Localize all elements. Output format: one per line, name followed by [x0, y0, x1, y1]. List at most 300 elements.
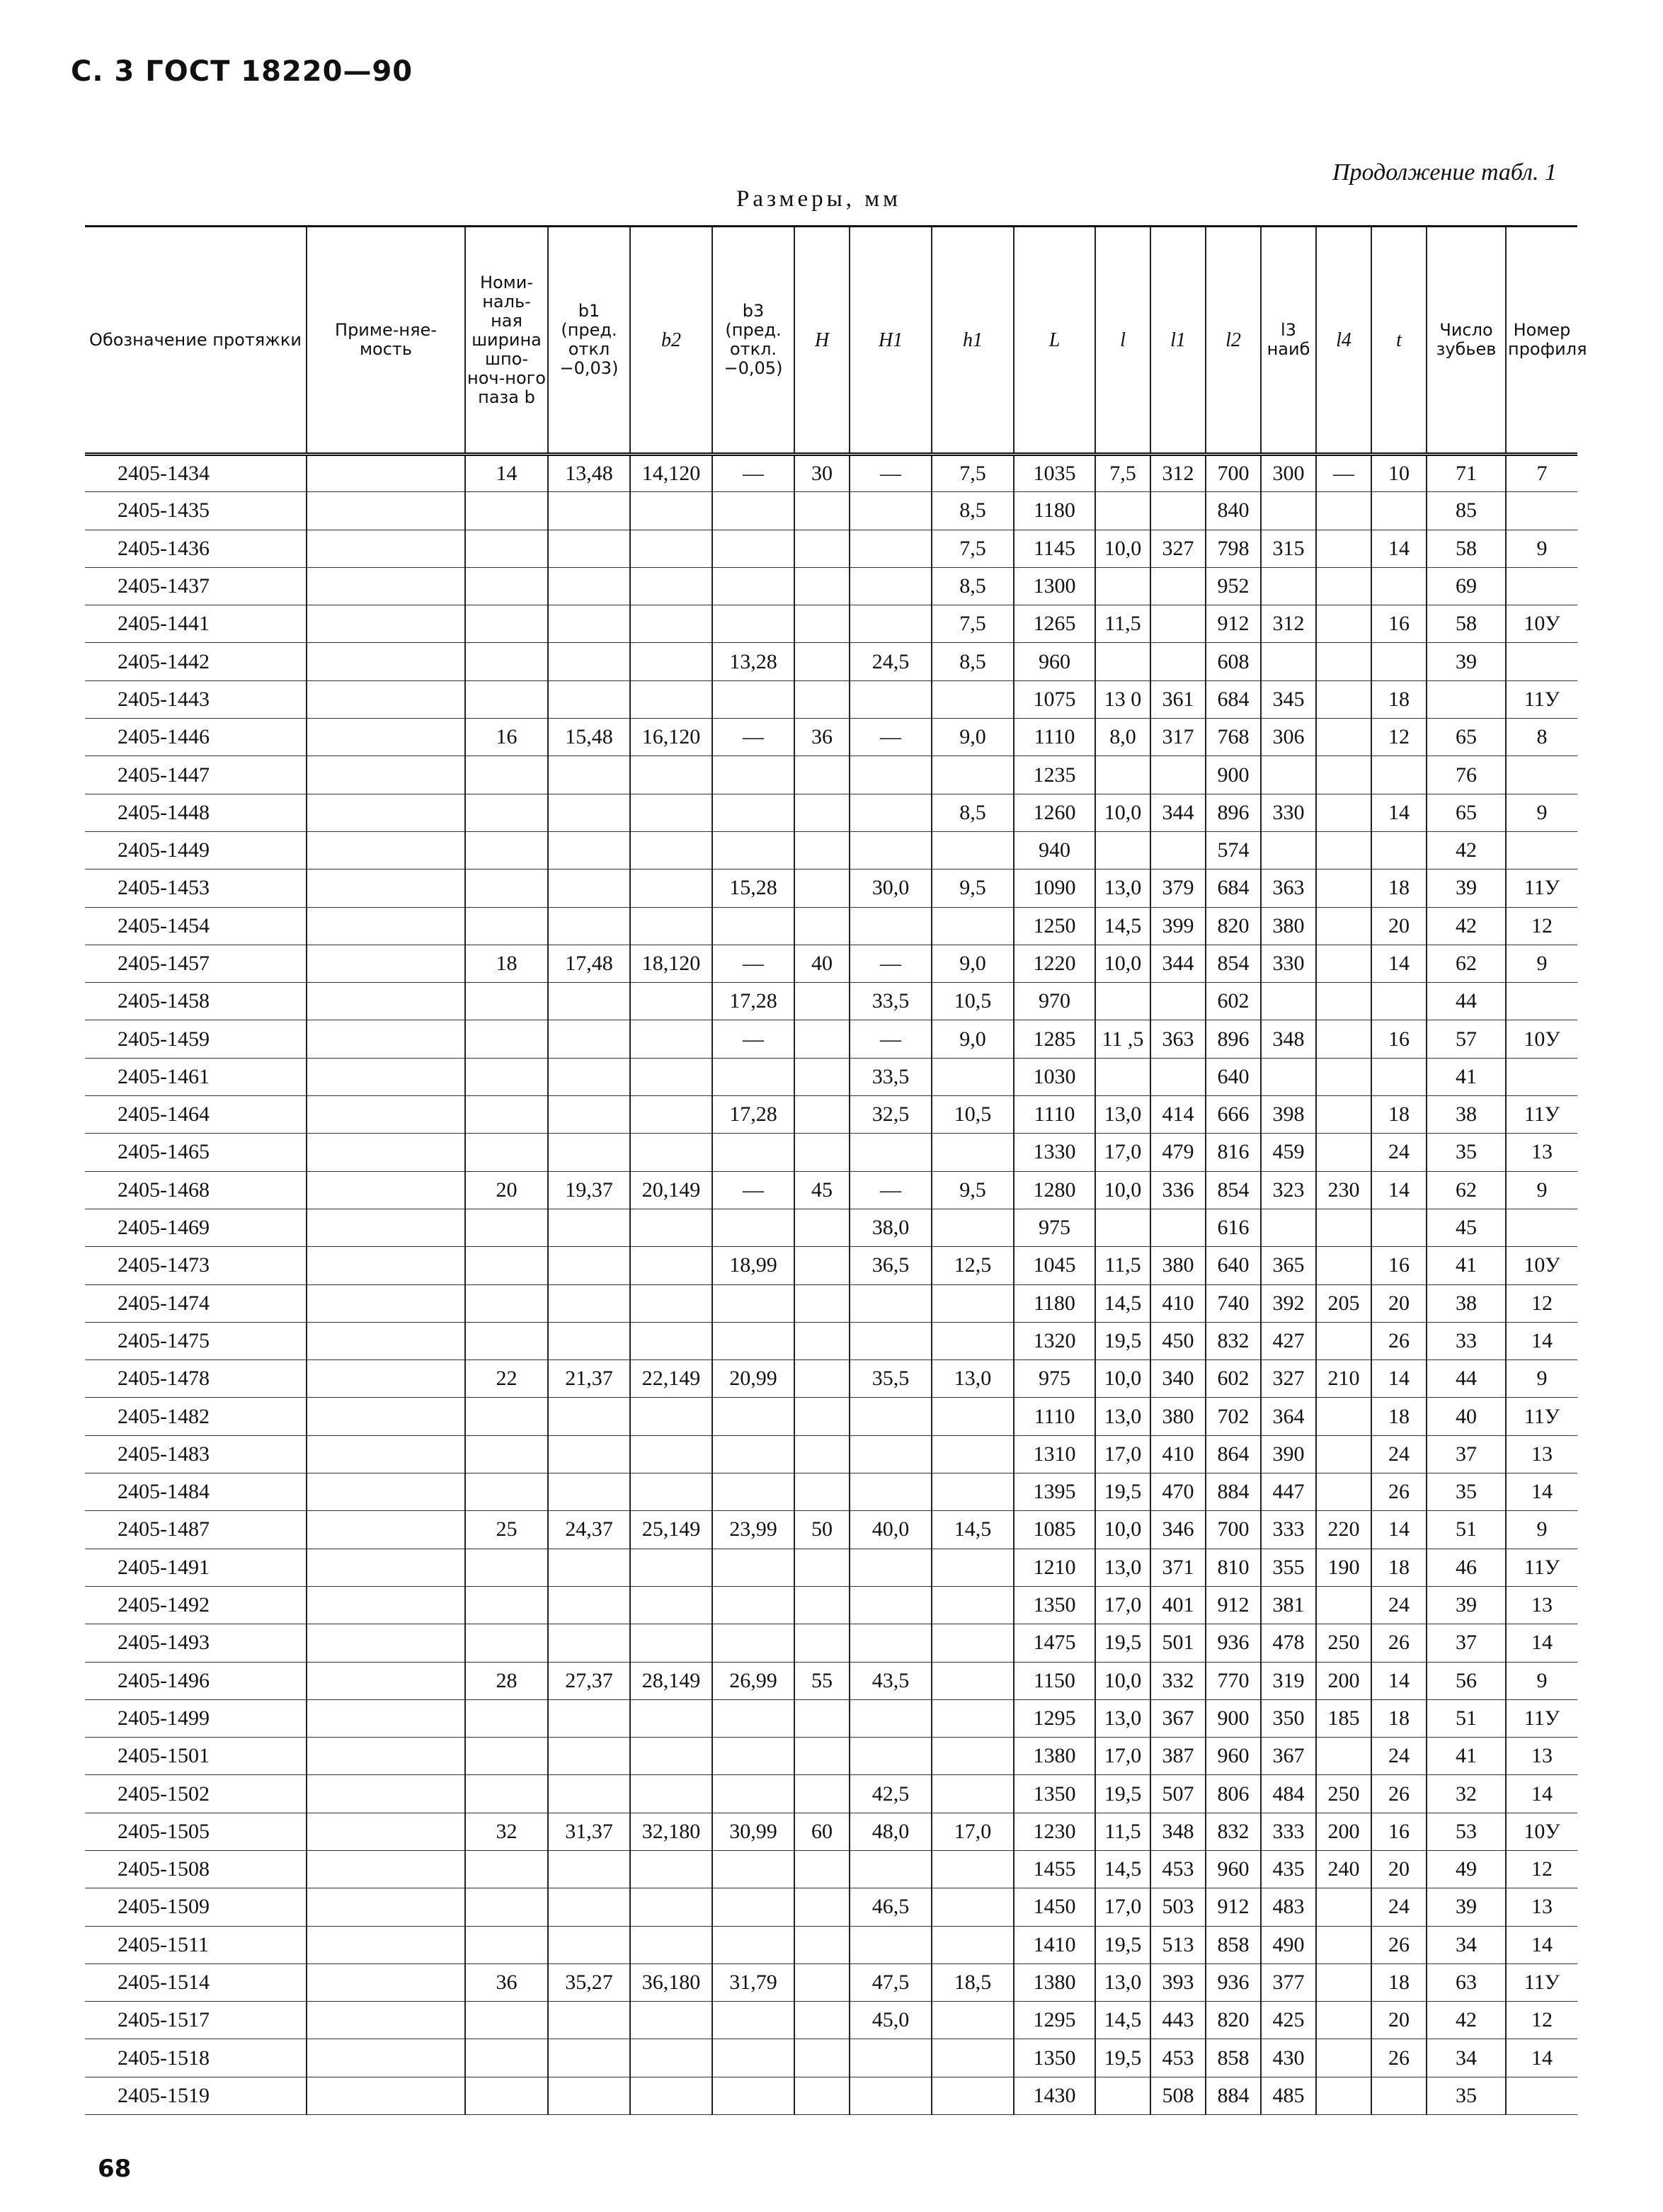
cell-l4 — [1316, 1247, 1371, 1284]
cell-b1: 17,48 — [548, 945, 630, 982]
cell-app — [307, 1888, 465, 1926]
header-b2: b2 — [630, 227, 712, 455]
table-row — [85, 530, 1577, 567]
cell-l3: 381 — [1261, 1586, 1316, 1624]
cell-code: 2405-1446 — [85, 719, 307, 756]
cell-code: 2405-1482 — [85, 1398, 307, 1435]
cell-z: 49 — [1427, 1850, 1506, 1888]
cell-H1: 47,5 — [850, 1963, 932, 2001]
cell-b2 — [630, 831, 712, 869]
cell-l3: 485 — [1261, 2077, 1316, 2114]
cell-h1: 8,5 — [932, 794, 1014, 831]
cell-app — [307, 1511, 465, 1549]
cell-H — [794, 1926, 850, 1963]
cell-l: 19,5 — [1095, 2039, 1150, 2077]
cell-h1: 17,0 — [932, 1813, 1014, 1850]
cell-l4 — [1316, 1398, 1371, 1435]
cell-l4 — [1316, 1209, 1371, 1246]
cell-l: 19,5 — [1095, 1926, 1150, 1963]
cell-app — [307, 1171, 465, 1209]
cell-h1: 7,5 — [932, 455, 1014, 492]
cell-L: 1395 — [1014, 1473, 1095, 1511]
table-row — [85, 1096, 1577, 1134]
table-row — [85, 1549, 1577, 1586]
cell-L: 1450 — [1014, 1888, 1095, 1926]
cell-l1 — [1150, 983, 1206, 1020]
cell-z: 58 — [1427, 530, 1506, 567]
cell-b1: 27,37 — [548, 1662, 630, 1699]
cell-t: 24 — [1371, 1888, 1427, 1926]
cell-l: 14,5 — [1095, 1284, 1150, 1322]
cell-l1: 327 — [1150, 530, 1206, 567]
cell-b — [465, 1888, 548, 1926]
table-row — [85, 1511, 1577, 1549]
cell-l2: 912 — [1206, 1888, 1261, 1926]
cell-l2: 602 — [1206, 1360, 1261, 1398]
cell-b2 — [630, 1926, 712, 1963]
cell-L: 1220 — [1014, 945, 1095, 982]
cell-b — [465, 1398, 548, 1435]
cell-l3: 435 — [1261, 1850, 1316, 1888]
cell-z: 58 — [1427, 605, 1506, 643]
cell-b1 — [548, 907, 630, 945]
cell-code: 2405-1447 — [85, 756, 307, 794]
cell-l: 17,0 — [1095, 1435, 1150, 1473]
cell-H: 50 — [794, 1511, 850, 1549]
cell-l1: 479 — [1150, 1134, 1206, 1171]
cell-H1 — [850, 1586, 932, 1624]
cell-h1 — [932, 831, 1014, 869]
cell-b1 — [548, 680, 630, 718]
cell-b1 — [548, 567, 630, 605]
cell-t: 24 — [1371, 1435, 1427, 1473]
cell-l3: 392 — [1261, 1284, 1316, 1322]
cell-l3 — [1261, 983, 1316, 1020]
cell-l2: 900 — [1206, 1699, 1261, 1737]
cell-H — [794, 1586, 850, 1624]
cell-t: 26 — [1371, 2039, 1427, 2077]
cell-h1: 7,5 — [932, 605, 1014, 643]
cell-L: 1350 — [1014, 1775, 1095, 1813]
cell-H1: — — [850, 1171, 932, 1209]
cell-b3 — [712, 492, 794, 530]
cell-l4: 250 — [1316, 1624, 1371, 1662]
table-row — [85, 1888, 1577, 1926]
cell-l1 — [1150, 643, 1206, 680]
cell-L: 975 — [1014, 1209, 1095, 1246]
cell-h1 — [932, 2077, 1014, 2114]
cell-b — [465, 605, 548, 643]
cell-H: 40 — [794, 945, 850, 982]
cell-p: 11У — [1506, 1963, 1577, 2001]
cell-L: 1260 — [1014, 794, 1095, 831]
cell-H1 — [850, 1699, 932, 1737]
cell-l4: 190 — [1316, 1549, 1371, 1586]
cell-b — [465, 1020, 548, 1058]
cell-H — [794, 2039, 850, 2077]
cell-l: 11,5 — [1095, 1247, 1150, 1284]
cell-l4 — [1316, 1134, 1371, 1171]
cell-l3 — [1261, 831, 1316, 869]
cell-p: 11У — [1506, 680, 1577, 718]
cell-t: 14 — [1371, 530, 1427, 567]
cell-t: 14 — [1371, 1662, 1427, 1699]
cell-p: 14 — [1506, 1775, 1577, 1813]
cell-l3: 398 — [1261, 1096, 1316, 1134]
cell-b3: — — [712, 945, 794, 982]
cell-l: 17,0 — [1095, 1738, 1150, 1775]
cell-b: 28 — [465, 1662, 548, 1699]
cell-l3 — [1261, 1058, 1316, 1095]
cell-L: 1455 — [1014, 1850, 1095, 1888]
cell-code: 2405-1453 — [85, 870, 307, 907]
cell-app — [307, 1738, 465, 1775]
cell-H1: 32,5 — [850, 1096, 932, 1134]
cell-l4 — [1316, 2002, 1371, 2039]
cell-l: 13,0 — [1095, 1549, 1150, 1586]
cell-z: 42 — [1427, 831, 1506, 869]
cell-l3: 367 — [1261, 1738, 1316, 1775]
cell-p: 9 — [1506, 794, 1577, 831]
cell-b1 — [548, 2077, 630, 2114]
cell-l: 10,0 — [1095, 794, 1150, 831]
cell-b1 — [548, 1284, 630, 1322]
cell-b2 — [630, 1775, 712, 1813]
cell-L: 1380 — [1014, 1963, 1095, 2001]
page-header: С. 3 ГОСТ 18220—90 — [71, 55, 413, 88]
header-b: Номи-наль-ная ширина шпо-ноч-ного паза b — [465, 227, 548, 455]
cell-H1 — [850, 907, 932, 945]
cell-l4 — [1316, 605, 1371, 643]
cell-z: 71 — [1427, 455, 1506, 492]
cell-b1 — [548, 1058, 630, 1095]
cell-H1: 43,5 — [850, 1662, 932, 1699]
cell-code: 2405-1458 — [85, 983, 307, 1020]
cell-l2: 896 — [1206, 1020, 1261, 1058]
cell-b3 — [712, 1624, 794, 1662]
cell-l4: 200 — [1316, 1813, 1371, 1850]
table-row — [85, 1850, 1577, 1888]
cell-l3: 306 — [1261, 719, 1316, 756]
cell-b2 — [630, 530, 712, 567]
cell-l: 10,0 — [1095, 1662, 1150, 1699]
cell-l1: 401 — [1150, 1586, 1206, 1624]
cell-h1 — [932, 1586, 1014, 1624]
cell-p: 10У — [1506, 605, 1577, 643]
cell-H: 30 — [794, 455, 850, 492]
cell-app — [307, 907, 465, 945]
cell-b — [465, 1775, 548, 1813]
cell-b1: 15,48 — [548, 719, 630, 756]
cell-L: 1310 — [1014, 1435, 1095, 1473]
cell-t: 16 — [1371, 1020, 1427, 1058]
cell-l2: 810 — [1206, 1549, 1261, 1586]
cell-b2 — [630, 605, 712, 643]
cell-b2 — [630, 1888, 712, 1926]
header-b3: b3 (пред. откл. −0,05) — [712, 227, 794, 455]
cell-l3: 312 — [1261, 605, 1316, 643]
cell-H1 — [850, 2039, 932, 2077]
cell-t: 18 — [1371, 1398, 1427, 1435]
cell-l3 — [1261, 756, 1316, 794]
cell-H — [794, 2002, 850, 2039]
cell-b3 — [712, 1699, 794, 1737]
cell-code: 2405-1473 — [85, 1247, 307, 1284]
cell-code: 2405-1517 — [85, 2002, 307, 2039]
cell-H: 45 — [794, 1171, 850, 1209]
cell-l — [1095, 2077, 1150, 2114]
cell-app — [307, 605, 465, 643]
cell-l4 — [1316, 1586, 1371, 1624]
cell-L: 1030 — [1014, 1058, 1095, 1095]
cell-t: 16 — [1371, 1813, 1427, 1850]
cell-p: 14 — [1506, 1473, 1577, 1511]
cell-l2: 770 — [1206, 1662, 1261, 1699]
cell-b2 — [630, 1586, 712, 1624]
cell-h1 — [932, 680, 1014, 718]
cell-l1: 336 — [1150, 1171, 1206, 1209]
cell-l3: 365 — [1261, 1247, 1316, 1284]
cell-h1 — [932, 1134, 1014, 1171]
cell-t: 24 — [1371, 1134, 1427, 1171]
cell-H — [794, 1549, 850, 1586]
cell-H1 — [850, 605, 932, 643]
cell-H — [794, 983, 850, 1020]
cell-code: 2405-1448 — [85, 794, 307, 831]
cell-l3: 345 — [1261, 680, 1316, 718]
cell-t: 18 — [1371, 680, 1427, 718]
table-row — [85, 1738, 1577, 1775]
cell-p — [1506, 1058, 1577, 1095]
table-row — [85, 605, 1577, 643]
cell-H — [794, 1963, 850, 2001]
cell-b — [465, 2002, 548, 2039]
cell-b3: 15,28 — [712, 870, 794, 907]
cell-l4: — — [1316, 455, 1371, 492]
cell-h1 — [932, 1322, 1014, 1359]
cell-b2 — [630, 1624, 712, 1662]
cell-H — [794, 1020, 850, 1058]
cell-code: 2405-1509 — [85, 1888, 307, 1926]
cell-l: 7,5 — [1095, 455, 1150, 492]
cell-app — [307, 1020, 465, 1058]
cell-code: 2405-1493 — [85, 1624, 307, 1662]
cell-H — [794, 907, 850, 945]
cell-code: 2405-1436 — [85, 530, 307, 567]
cell-b1 — [548, 605, 630, 643]
cell-b — [465, 643, 548, 680]
cell-l1 — [1150, 756, 1206, 794]
cell-h1 — [932, 1549, 1014, 1586]
cell-h1: 14,5 — [932, 1511, 1014, 1549]
cell-b — [465, 1473, 548, 1511]
cell-p: 14 — [1506, 1926, 1577, 1963]
cell-b3 — [712, 1435, 794, 1473]
cell-app — [307, 1209, 465, 1246]
cell-l2: 854 — [1206, 945, 1261, 982]
cell-H1 — [850, 1284, 932, 1322]
cell-H — [794, 1850, 850, 1888]
cell-h1 — [932, 1058, 1014, 1095]
cell-l3 — [1261, 1209, 1316, 1246]
cell-l: 13,0 — [1095, 1398, 1150, 1435]
cell-b1: 35,27 — [548, 1963, 630, 2001]
cell-l3: 377 — [1261, 1963, 1316, 2001]
cell-z: 46 — [1427, 1549, 1506, 1586]
cell-code: 2405-1487 — [85, 1511, 307, 1549]
cell-l — [1095, 756, 1150, 794]
cell-app — [307, 1284, 465, 1322]
cell-code: 2405-1508 — [85, 1850, 307, 1888]
cell-b1 — [548, 756, 630, 794]
cell-l4: 200 — [1316, 1662, 1371, 1699]
cell-l: 10,0 — [1095, 1171, 1150, 1209]
cell-app — [307, 1624, 465, 1662]
cell-L: 1285 — [1014, 1020, 1095, 1058]
cell-code: 2405-1478 — [85, 1360, 307, 1398]
cell-H1: — — [850, 1020, 932, 1058]
cell-b3: 17,28 — [712, 983, 794, 1020]
cell-app — [307, 643, 465, 680]
cell-l: 17,0 — [1095, 1586, 1150, 1624]
cell-H1 — [850, 1738, 932, 1775]
cell-l2: 684 — [1206, 870, 1261, 907]
cell-H1: 33,5 — [850, 983, 932, 1020]
table-row — [85, 945, 1577, 982]
cell-b2 — [630, 2002, 712, 2039]
table-row — [85, 1586, 1577, 1624]
cell-l4 — [1316, 643, 1371, 680]
cell-l4: 220 — [1316, 1511, 1371, 1549]
cell-b2 — [630, 1322, 712, 1359]
cell-p: 13 — [1506, 1888, 1577, 1926]
cell-code: 2405-1491 — [85, 1549, 307, 1586]
cell-L: 1110 — [1014, 1398, 1095, 1435]
cell-L: 1045 — [1014, 1247, 1095, 1284]
cell-l3: 364 — [1261, 1398, 1316, 1435]
table-row — [85, 1284, 1577, 1322]
cell-code: 2405-1437 — [85, 567, 307, 605]
cell-b3: — — [712, 455, 794, 492]
cell-l: 10,0 — [1095, 945, 1150, 982]
cell-l: 13,0 — [1095, 1963, 1150, 2001]
cell-L: 1035 — [1014, 455, 1095, 492]
cell-b — [465, 2077, 548, 2114]
cell-H — [794, 492, 850, 530]
cell-b1: 24,37 — [548, 1511, 630, 1549]
cell-l4 — [1316, 983, 1371, 1020]
cell-H — [794, 1096, 850, 1134]
cell-t — [1371, 567, 1427, 605]
cell-t — [1371, 492, 1427, 530]
cell-l1: 503 — [1150, 1888, 1206, 1926]
cell-b — [465, 1850, 548, 1888]
cell-b1: 19,37 — [548, 1171, 630, 1209]
cell-H — [794, 2077, 850, 2114]
cell-l4 — [1316, 1058, 1371, 1095]
cell-b2: 28,149 — [630, 1662, 712, 1699]
cell-L: 1085 — [1014, 1511, 1095, 1549]
cell-z: 62 — [1427, 1171, 1506, 1209]
cell-l2: 608 — [1206, 643, 1261, 680]
cell-H — [794, 1624, 850, 1662]
cell-l4 — [1316, 945, 1371, 982]
cell-b2 — [630, 756, 712, 794]
cell-l3: 330 — [1261, 794, 1316, 831]
cell-H — [794, 1058, 850, 1095]
cell-H1: 30,0 — [850, 870, 932, 907]
cell-z: 34 — [1427, 1926, 1506, 1963]
cell-b2 — [630, 1738, 712, 1775]
cell-p — [1506, 831, 1577, 869]
cell-l: 8,0 — [1095, 719, 1150, 756]
cell-code: 2405-1441 — [85, 605, 307, 643]
cell-l4 — [1316, 831, 1371, 869]
cell-b2 — [630, 567, 712, 605]
cell-H1 — [850, 2077, 932, 2114]
header-H1: H1 — [850, 227, 932, 455]
cell-H: 55 — [794, 1662, 850, 1699]
cell-p: 13 — [1506, 1738, 1577, 1775]
cell-p — [1506, 2077, 1577, 2114]
table-row — [85, 756, 1577, 794]
cell-l: 13,0 — [1095, 1699, 1150, 1737]
cell-b1 — [548, 492, 630, 530]
cell-l3: 430 — [1261, 2039, 1316, 2077]
cell-t: 14 — [1371, 1511, 1427, 1549]
cell-l2: 602 — [1206, 983, 1261, 1020]
cell-H — [794, 1775, 850, 1813]
cell-l1: 380 — [1150, 1398, 1206, 1435]
table-row — [85, 1058, 1577, 1095]
cell-L: 1110 — [1014, 1096, 1095, 1134]
cell-z: 41 — [1427, 1247, 1506, 1284]
cell-H1 — [850, 831, 932, 869]
cell-p: 7 — [1506, 455, 1577, 492]
cell-l4: 185 — [1316, 1699, 1371, 1737]
cell-b3 — [712, 530, 794, 567]
cell-p: 12 — [1506, 1850, 1577, 1888]
cell-b1 — [548, 1473, 630, 1511]
cell-p: 11У — [1506, 1398, 1577, 1435]
cell-l2: 952 — [1206, 567, 1261, 605]
cell-l4 — [1316, 530, 1371, 567]
cell-L: 975 — [1014, 1360, 1095, 1398]
cell-z: 38 — [1427, 1284, 1506, 1322]
cell-l3: 355 — [1261, 1549, 1316, 1586]
cell-app — [307, 567, 465, 605]
cell-b1 — [548, 2002, 630, 2039]
cell-l1 — [1150, 492, 1206, 530]
cell-H1 — [850, 530, 932, 567]
cell-l — [1095, 1058, 1150, 1095]
cell-l2: 936 — [1206, 1963, 1261, 2001]
cell-code: 2405-1457 — [85, 945, 307, 982]
cell-l1: 348 — [1150, 1813, 1206, 1850]
cell-l1: 410 — [1150, 1435, 1206, 1473]
cell-l3: 478 — [1261, 1624, 1316, 1662]
cell-H1 — [850, 1549, 932, 1586]
cell-L: 1150 — [1014, 1662, 1095, 1699]
cell-l3: 333 — [1261, 1813, 1316, 1850]
cell-b3 — [712, 1322, 794, 1359]
cell-b2 — [630, 1549, 712, 1586]
cell-b3 — [712, 1850, 794, 1888]
header-h1: h1 — [932, 227, 1014, 455]
cell-b — [465, 2039, 548, 2077]
cell-b3 — [712, 605, 794, 643]
header-l4: l4 — [1316, 227, 1371, 455]
